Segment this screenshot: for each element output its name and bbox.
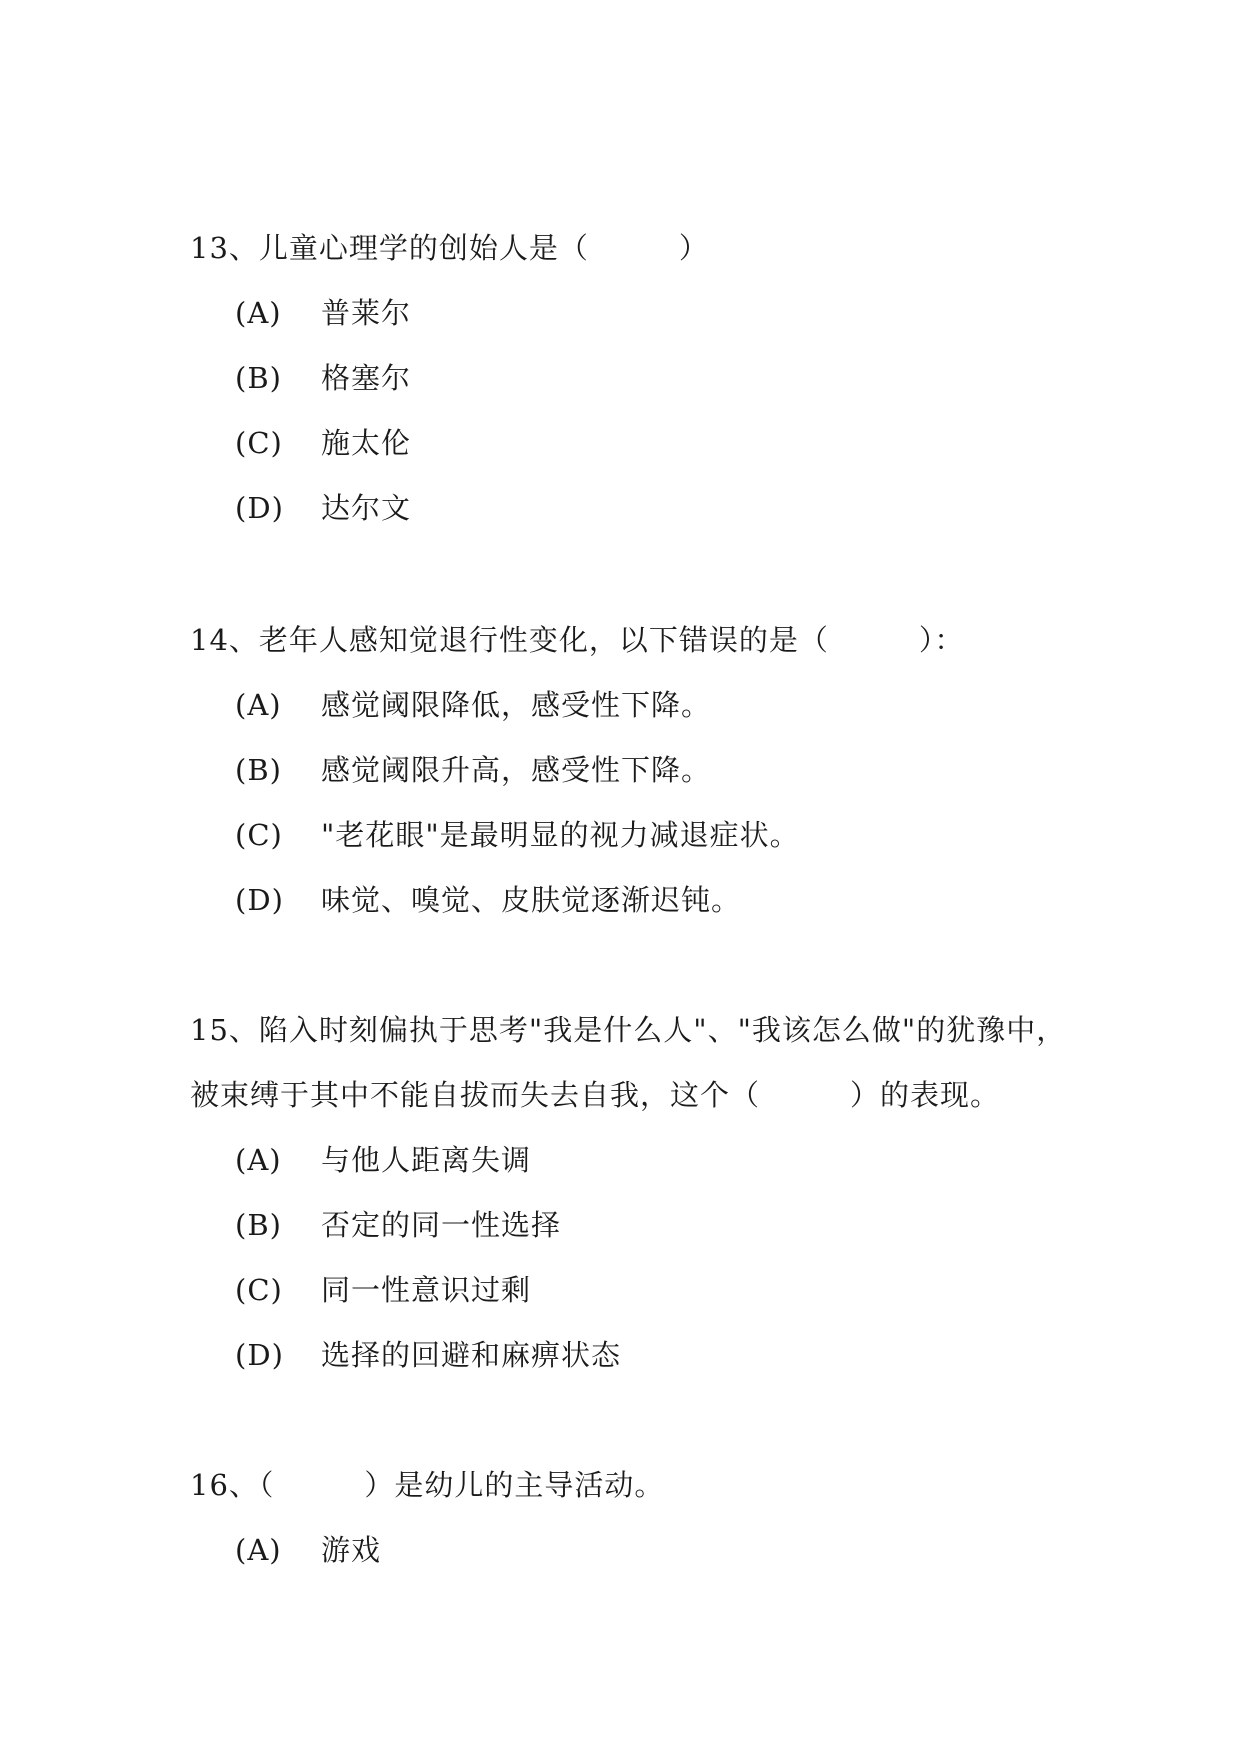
option-text: 普莱尔 [321, 296, 412, 330]
option-text: 同一性意识过剩 [321, 1273, 532, 1307]
question-stem: 13、儿童心理学的创始人是（ ） [190, 231, 709, 265]
option-letter: (C) [235, 818, 283, 852]
option-text: 否定的同一性选择 [321, 1208, 562, 1242]
option-letter: (D) [235, 491, 284, 525]
option-letter: (A) [235, 296, 282, 330]
option-text: 施太伦 [321, 426, 412, 460]
option-letter: (A) [235, 688, 282, 722]
option-text: 感觉阈限升高，感受性下降。 [321, 753, 712, 787]
option-text: 味觉、嗅觉、皮肤觉逐渐迟钝。 [321, 883, 742, 917]
option-text: "老花眼"是最明显的视力减退症状。 [321, 818, 800, 852]
option-text: 达尔文 [321, 491, 412, 525]
option-letter: (A) [235, 1143, 282, 1177]
option-text: 游戏 [321, 1533, 382, 1567]
option-text: 感觉阈限降低，感受性下降。 [321, 688, 712, 722]
option-letter: (A) [235, 1533, 282, 1567]
option-letter: (C) [235, 426, 283, 460]
option-letter: (D) [235, 883, 284, 917]
question-stem: 14、老年人感知觉退行性变化，以下错误的是（ ）： [190, 623, 965, 657]
option-text: 与他人距离失调 [321, 1143, 532, 1177]
option-letter: (D) [235, 1338, 284, 1372]
question-stem: 16、（ ）是幼儿的主导活动。 [190, 1468, 665, 1502]
option-letter: (B) [235, 1208, 282, 1242]
option-letter: (B) [235, 361, 282, 395]
question-stem: 15、陷入时刻偏执于思考"我是什么人"、"我该怎么做"的犹豫中， [190, 1013, 1067, 1047]
option-text: 选择的回避和麻痹状态 [321, 1338, 622, 1372]
option-letter: (B) [235, 753, 282, 787]
option-text: 格塞尔 [321, 361, 412, 395]
option-letter: (C) [235, 1273, 283, 1307]
question-stem-continued: 被束缚于其中不能自拔而失去自我，这个（ ）的表现。 [190, 1078, 1001, 1112]
